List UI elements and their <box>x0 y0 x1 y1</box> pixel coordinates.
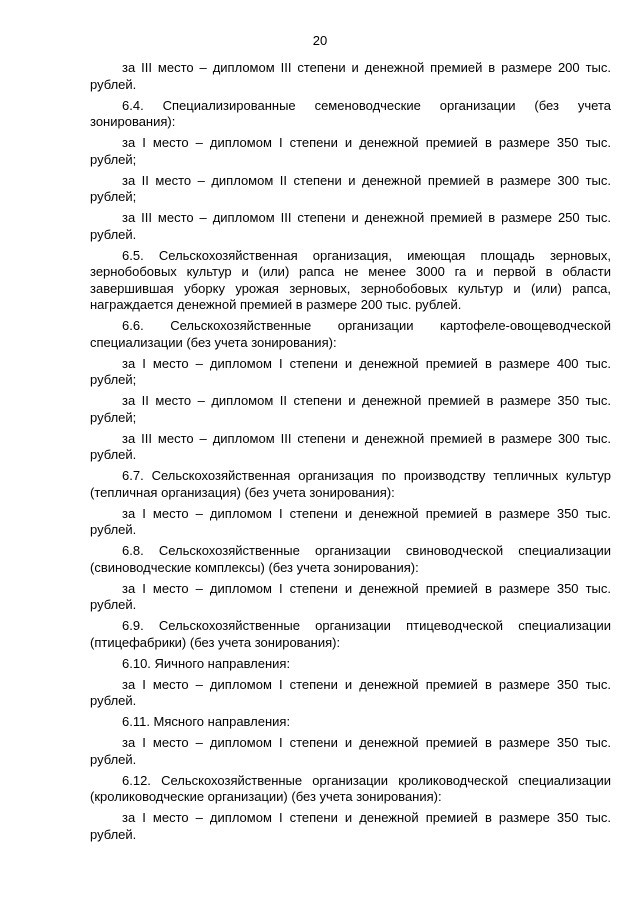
section-6-12-heading: 6.12. Сельскохозяйственные организации кролиководческой специализации (кролиководческие организации) (без учета зонирования): <box>90 772 611 804</box>
award-first-place-350: за I место – дипломом I степени и денежной премией в размере 350 тыс. рублей. <box>90 676 611 708</box>
award-second-place-350: за II место – дипломом II степени и денежной премией в размере 350 тыс. рублей; <box>90 393 611 425</box>
section-6-7-heading: 6.7. Сельскохозяйственная организация по производству тепличных культур (тепличная организация) (без учета зонирования): <box>90 468 611 500</box>
section-6-10-heading: 6.10. Яичного направления: <box>122 655 291 671</box>
award-first-place-350: за I место – дипломом I степени и денежной премией в размере 350 тыс. рублей. <box>90 810 611 842</box>
award-first-place-350: за I место – дипломом I степени и денежной премией в размере 350 тыс. рублей. <box>90 735 611 767</box>
award-second-place-300: за II место – дипломом II степени и денежной премией в размере 300 тыс. рублей; <box>90 172 611 204</box>
page-number: 20 <box>312 33 328 48</box>
section-6-5-paragraph: 6.5. Сельскохозяйственная организация, имеющая площадь зерновых, зернобобовых культур и (или) рапса не менее 3000 га и первой в области завершившая уборку урожая зерновых, зернобобовых культур и (или) рапса, награждается денежной премией в размере 200 тыс. рублей. <box>90 247 611 312</box>
section-6-11-heading: 6.11. Мясного направления: <box>122 714 291 729</box>
award-third-place-200: за III место – дипломом III степени и денежной премией в размере 200 тыс. рублей. <box>90 60 611 92</box>
document-body <box>90 60 611 848</box>
section-6-4-heading: 6.4. Специализированные семеноводческие организации (без учета зонирования): <box>90 97 611 129</box>
award-third-place-300: за III место – дипломом III степени и денежной премией в размере 300 тыс. рублей. <box>90 430 611 462</box>
award-first-place-350: за I место – дипломом I степени и денежной премией в размере 350 тыс. рублей. <box>90 505 611 537</box>
award-first-place-350: за I место – дипломом I степени и денежной премией в размере 350 тыс. рублей. <box>90 580 611 612</box>
section-6-6-heading: 6.6. Сельскохозяйственные организации картофеле-овощеводческой специализации (без учета зонирования): <box>90 318 611 350</box>
award-first-place-400: за I место – дипломом I степени и денежной премией в размере 400 тыс. рублей; <box>90 355 611 387</box>
award-third-place-250: за III место – дипломом III степени и денежной премией в размере 250 тыс. рублей. <box>90 210 611 242</box>
section-6-9-heading: 6.9. Сельскохозяйственные организации птицеводческой специализации (птицефабрики) (без учета зонирования): <box>90 618 611 650</box>
section-6-8-heading: 6.8. Сельскохозяйственные организации свиноводческой специализации (свиноводческие комплексы) (без учета зонирования): <box>90 543 611 575</box>
award-first-place-350: за I место – дипломом I степени и денежной премией в размере 350 тыс. рублей; <box>90 135 611 167</box>
